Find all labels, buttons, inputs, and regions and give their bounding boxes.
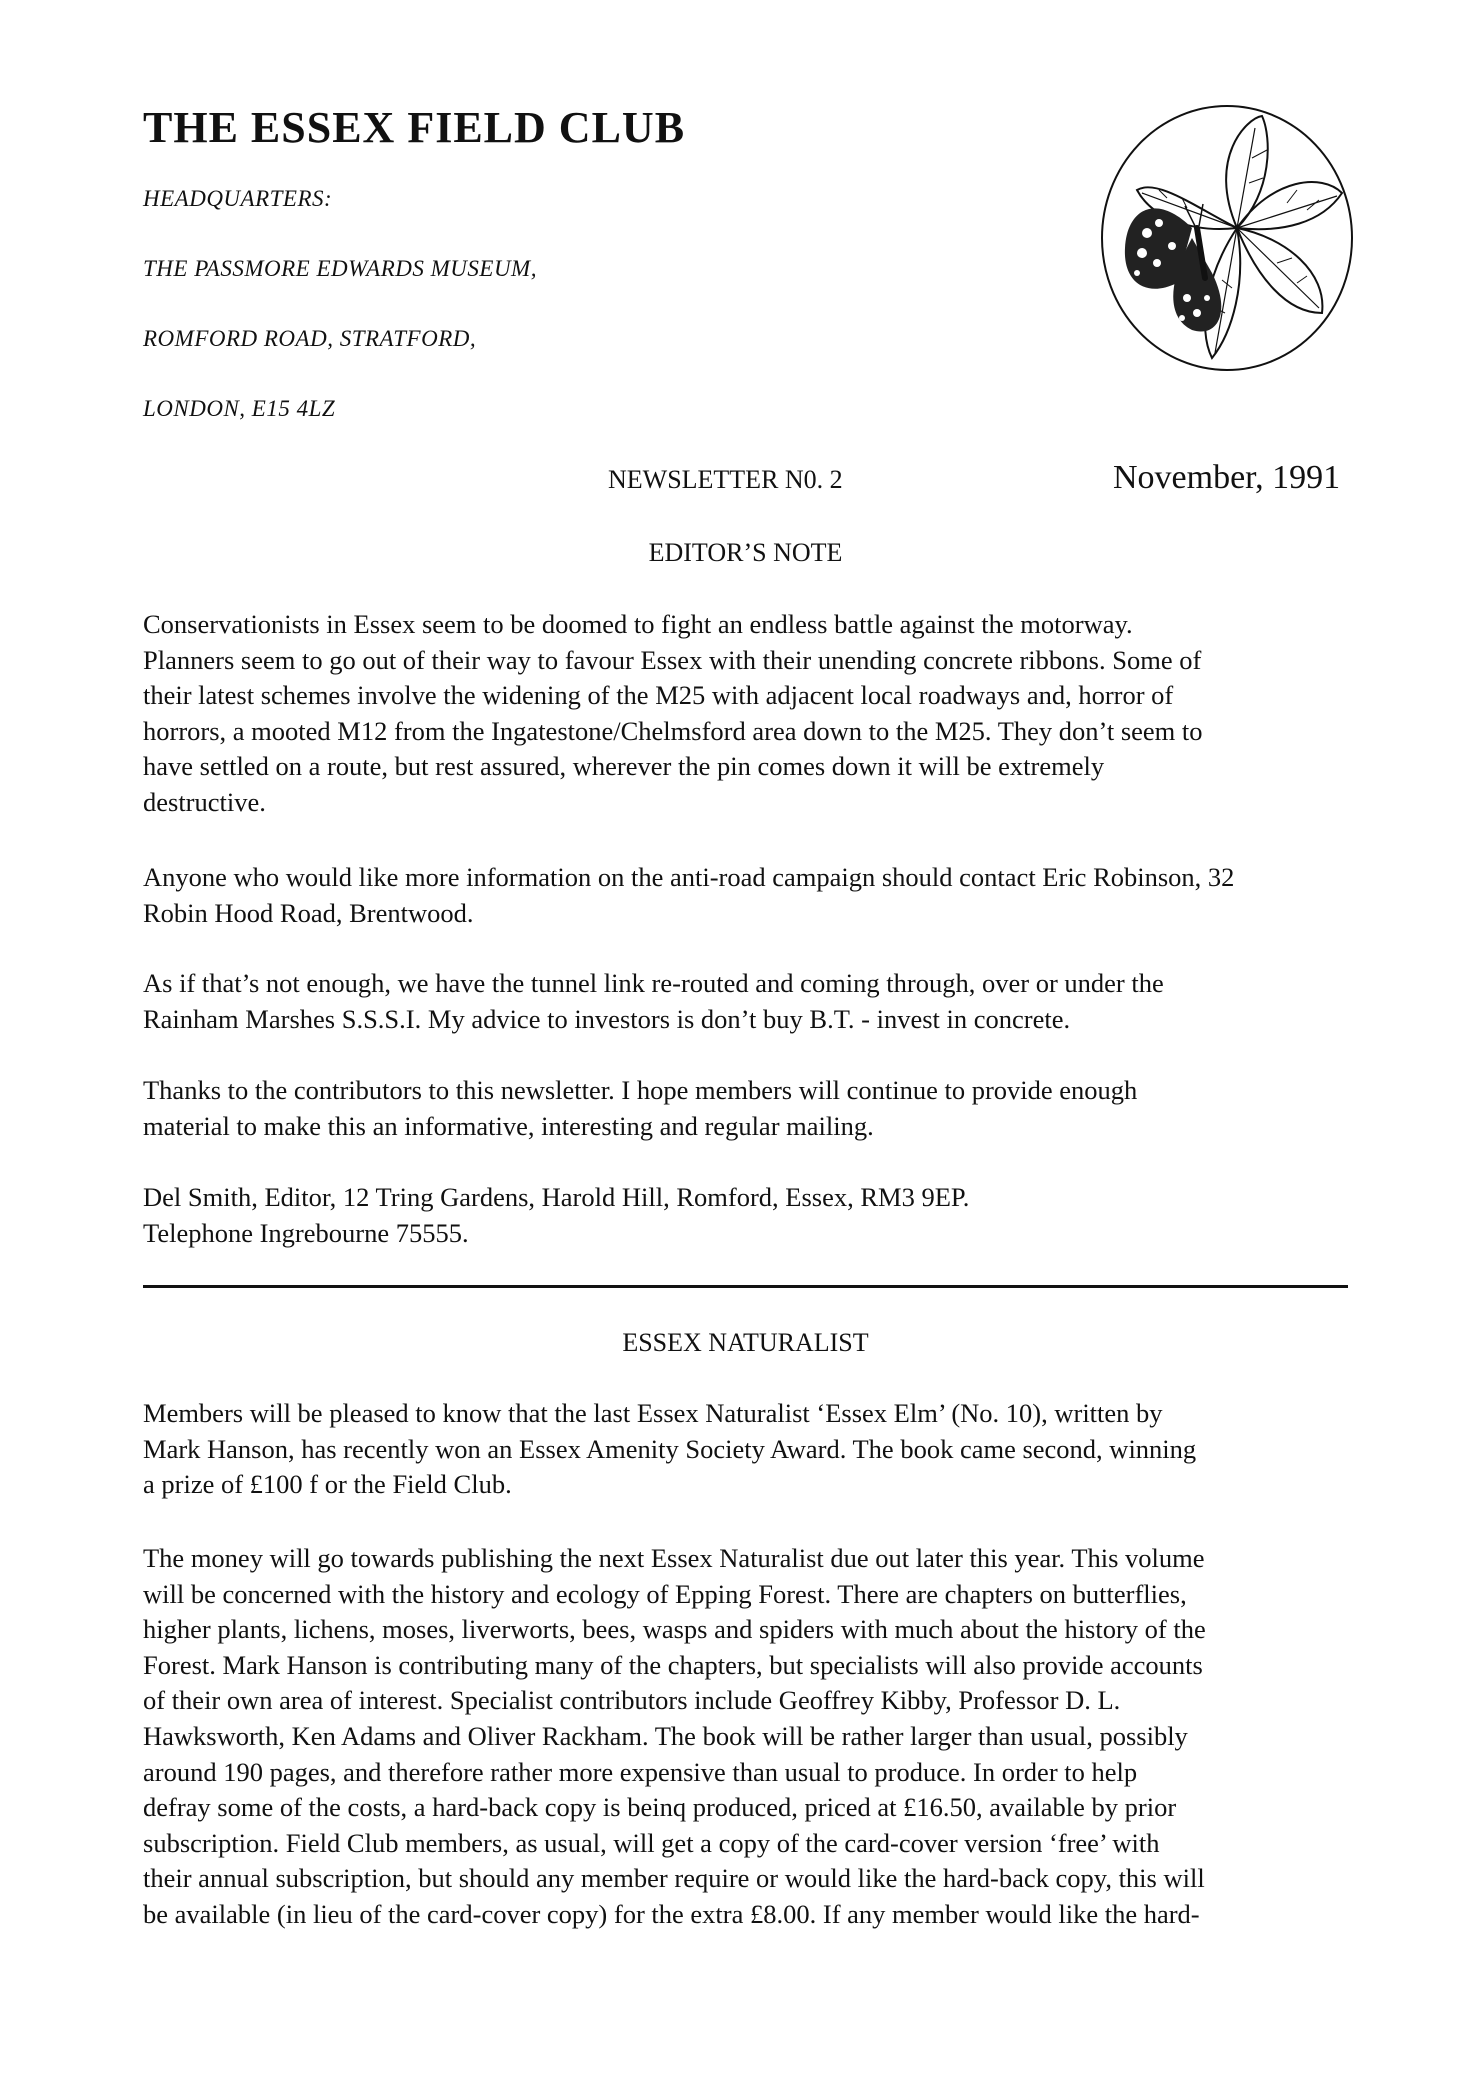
text-line: Members will be pleased to know that the last Essex Naturalist ‘Essex Elm’ (No. 10), written by: [143, 1398, 1163, 1428]
text-line: defray some of the costs, a hard-back copy is beinq produced, priced at £16.50, available by prior: [143, 1792, 1177, 1823]
issue-date: November, 1991: [1113, 459, 1341, 496]
editors-note-paragraph-3: [143, 966, 1358, 1037]
butterfly-icon: [1125, 204, 1221, 331]
text-line: Planners seem to go out of their way to favour Essex with their unending concrete ribbons. Some of: [143, 644, 1202, 675]
editors-note-paragraph-2: [143, 860, 1358, 931]
address-line-museum: THE PASSMORE EDWARDS MUSEUM,: [143, 256, 537, 281]
text-line: destructive.: [143, 786, 266, 817]
editors-note-paragraph-1: [143, 607, 1358, 821]
text-line: The money will go towards publishing the next Essex Naturalist due out later this year. This volume: [143, 1543, 1205, 1573]
text-line: Robin Hood Road, Brentwood.: [143, 897, 474, 928]
text-line: have settled on a route, but rest assured, wherever the pin comes down it will be extremely: [143, 751, 1105, 782]
editors-note-heading: EDITOR’S NOTE: [648, 538, 843, 567]
text-line: subscription. Field Club members, as usual, will get a copy of the card-cover version ‘free’ with: [143, 1827, 1160, 1858]
address-line-city: LONDON, E15 4LZ: [143, 396, 336, 421]
club-title: THE ESSEX FIELD CLUB: [143, 103, 686, 152]
text-line: Hawksworth, Ken Adams and Oliver Rackham. The book will be rather larger than usual, possibly: [143, 1720, 1188, 1751]
text-line: Forest. Mark Hanson is contributing many of the chapters, but specialists will also provide accounts: [143, 1649, 1203, 1680]
text-line: of their own area of interest. Specialist contributors include Geoffrey Kibby, Professor D. L.: [143, 1685, 1121, 1716]
essex-naturalist-paragraph-2: [143, 1541, 1358, 1933]
address-line-headquarters: HEADQUARTERS:: [143, 186, 333, 211]
text-line: Conservationists in Essex seem to be doomed to fight an endless battle against the motorway.: [143, 609, 1133, 639]
text-line: higher plants, lichens, moses, liverworts, bees, wasps and spiders with much about the history of the: [143, 1614, 1206, 1645]
text-line: Anyone who would like more information on the anti-road campaign should contact Eric Robinson, 32: [143, 862, 1235, 892]
text-line: their annual subscription, but should any member require or would like the hard-back copy, this will: [143, 1863, 1205, 1894]
text-line: Mark Hanson, has recently won an Essex Amenity Society Award. The book came second, winning: [143, 1433, 1197, 1464]
text-line: Telephone Ingrebourne 75555.: [143, 1217, 469, 1248]
text-line: material to make this an informative, interesting and regular mailing.: [143, 1110, 874, 1141]
essex-naturalist-paragraph-1: [143, 1396, 1358, 1503]
text-line: Thanks to the contributors to this newsletter. I hope members will continue to provide enough: [143, 1075, 1138, 1105]
editors-note-paragraph-4: [143, 1073, 1358, 1144]
text-line: their latest schemes involve the widening of the M25 with adjacent local roadways and, horror of: [143, 680, 1174, 711]
club-logo-butterfly-leaf: [1097, 98, 1357, 378]
text-line: Rainham Marshes S.S.S.I. My advice to investors is don’t buy B.T. - invest in concrete.: [143, 1003, 1071, 1034]
essex-naturalist-heading: ESSEX NATURALIST: [622, 1328, 869, 1357]
text-line: As if that’s not enough, we have the tunnel link re-routed and coming through, over or under the: [143, 968, 1164, 998]
text-line: will be concerned with the history and ecology of Epping Forest. There are chapters on butterflies,: [143, 1578, 1187, 1609]
section-divider: [143, 1285, 1348, 1288]
newsletter-number: NEWSLETTER N0. 2: [608, 465, 843, 494]
editor-contact: [143, 1180, 1358, 1251]
text-line: be available (in lieu of the card-cover copy) for the extra £8.00. If any member would like the hard-: [143, 1898, 1200, 1929]
text-line: horrors, a mooted M12 from the Ingatestone/Chelmsford area down to the M25. They don’t seem to: [143, 715, 1203, 746]
address-line-road: ROMFORD ROAD, STRATFORD,: [143, 326, 477, 351]
text-line: Del Smith, Editor, 12 Tring Gardens, Harold Hill, Romford, Essex, RM3 9EP.: [143, 1182, 970, 1212]
text-line: around 190 pages, and therefore rather more expensive than usual to produce. In order to help: [143, 1756, 1138, 1787]
text-line: a prize of £100 f or the Field Club.: [143, 1469, 512, 1500]
